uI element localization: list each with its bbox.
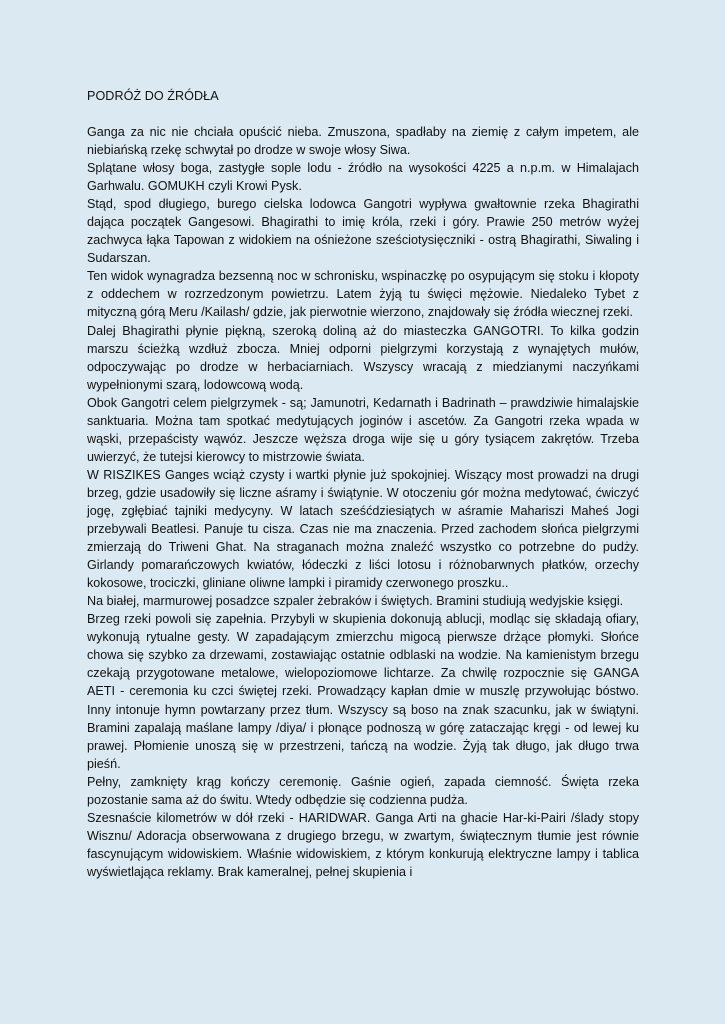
paragraph: Pełny, zamknięty krąg kończy ceremonię. Gaśnie ogień, zapada ciemność. Święta rzeka pozostanie sama aż do świtu. Wtedy odbędzie się codzienna pudża.	[87, 774, 639, 807]
paragraph: Stąd, spod długiego, burego cielska lodowca Gangotri wypływa gwałtownie rzeka Bhagirathi dająca początek Gangesowi. Bhagirathi to imię króla, rzeki i góry. Prawie 250 metrów wyżej zachwyca łąka Tapowan z widokiem na ośnieżone sześciotysięczniki - ostrą Bhagirathi, Siwaling i Sudarszan.	[87, 197, 639, 266]
paragraph: Ten widok wynagradza bezsenną noc w schronisku, wspinaczkę po osypującym się stoku i kłopoty z oddechem w rozrzedzonym powietrzu. Latem żyją tu święci mężowie. Niedaleko Tybet z mityczną górą Meru /Kailash/ gdzie, jak pierwotnie wierzono, znajdowały się źródła wiecznej rzeki.	[87, 269, 639, 320]
document-body	[87, 87, 639, 881]
paragraph: W RISZIKES Ganges wciąż czysty i wartki płynie już spokojniej. Wiszący most prowadzi na drugi brzeg, gdzie usadowiły się liczne aśramy i świątynie. W otoczeniu gór można medytować, ćwiczyć jogę, zgłębiać tajniki medycyny. W latach sześćdziesiątych w aśramie Mahariszi Maheś Jogi przebywali Beatlesi. Panuje tu cisza. Czas nie ma znaczenia. Przed zachodem słońca pielgrzymi zmierzają do Triweni Ghat. Na straganach można znaleźć wszystko co potrzebne do pudży. Girlandy pomarańczowych kwiatów, łódeczki z liści lotosu i różnobarwnych płatków, orzechy kokosowe, trociczki, gliniane oliwne lampki i piramidy czerwonego proszku..	[87, 467, 639, 591]
paragraph: Obok Gangotri celem pielgrzymek - są; Jamunotri, Kedarnath i Badrinath – prawdziwie himalajskie sanktuaria. Można tam spotkać medytujących joginów i ascetów. Za Gangotri rzeka wpada w wąski, przepaścisty wąwóz. Jeszcze węższa droga wije się u góry tysiącem zakrętów. Trzeba uwierzyć, że tutejsi kierowcy to mistrzowie świata.	[87, 395, 639, 464]
paragraph: Brzeg rzeki powoli się zapełnia. Przybyli w skupienia dokonują ablucji, modląc się składają ofiary, wykonują rytualne gesty. W zapadającym zmierzchu migocą pierwsze drżące płomyki. Słońce chowa się szybko za drzewami, zostawiając ostatnie odblaski na wodzie. Na kamienistym brzegu czekają przygotowane metalowe, wielopoziomowe lichtarze. Za chwilę rozpocznie się GANGA AETI - ceremonia ku czci świętej rzeki. Prowadzący kapłan dmie w muszlę przywołując bóstwo. Inny intonuje hymn powtarzany przez tłum. Wszyscy są boso na znak szacunku, jak w świątyni. Bramini zapalają maślane lampy /diya/ i płonące podnoszą w górę zataczając kręgi - od lewej ku prawej. Płomienie unoszą się w przestrzeni, tańczą na wodzie. Żyją tak długo, jak długo trwa pieśń.	[87, 612, 639, 771]
document-title: PODRÓŻ DO ŹRÓDŁA	[87, 89, 219, 103]
paragraph: Ganga za nic nie chciała opuścić nieba. Zmuszona, spadłaby na ziemię z całym impetem, ale niebiańską rzekę schwytał po drodze w swoje włosy Siwa.	[87, 125, 639, 158]
paragraph: Splątane włosy boga, zastygłe sople lodu - źródło na wysokości 4225 a n.p.m. w Himalajach Garhwalu. GOMUKH czyli Krowi Pysk.	[87, 161, 639, 194]
paragraph: Dalej Bhagirathi płynie piękną, szeroką doliną aż do miasteczka GANGOTRI. To kilka godzin marszu ścieżką wzdłuż zbocza. Mniej odporni pielgrzymi korzystają z wynajętych mułów, odpoczywając po drodze w herbaciarniach. Wszyscy wracają z miedzianymi naczyńkami wypełnionymi szarą, lodowcową wodą.	[87, 323, 639, 392]
paragraph: Szesnaście kilometrów w dół rzeki - HARIDWAR. Ganga Arti na ghacie Har-ki-Pairi /ślady stopy Wisznu/ Adoracja obserwowana z drugiego brzegu, w zwartym, świątecznym tłumie jest równie fascynującym widowiskiem. Właśnie widowiskiem, z którym konkurują elektryczne lampy i tablica wyświetlająca reklamy. Brak kameralnej, pełnej skupienia i	[87, 810, 639, 879]
paragraph: Na białej, marmurowej posadzce szpaler żebraków i świętych. Bramini studiują wedyjskie księgi.	[87, 594, 624, 609]
